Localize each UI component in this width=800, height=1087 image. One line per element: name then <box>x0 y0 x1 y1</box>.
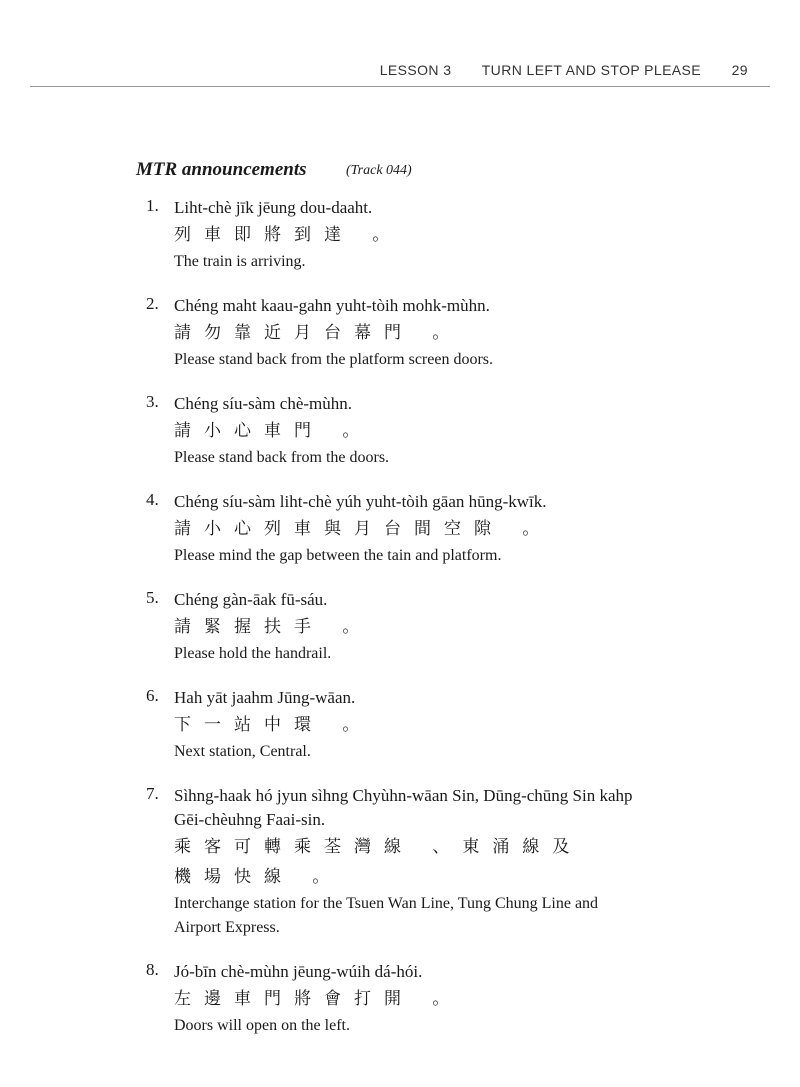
item-number: 3. <box>146 392 159 411</box>
item-number: 7. <box>146 784 159 803</box>
romanization-line: Chéng síu-sàm chè-mùhn. <box>174 394 352 413</box>
page-number: 29 <box>731 62 748 78</box>
track-label: (Track 044) <box>346 163 412 178</box>
lesson-title: TURN LEFT AND STOP PLEASE <box>481 62 702 78</box>
chinese-line: 請小心車門 。 <box>174 421 373 441</box>
list-item <box>146 392 746 470</box>
list-item <box>146 588 746 666</box>
romanization-line: Liht-chè jīk jēung dou-daaht. <box>174 198 373 217</box>
chinese-line: 列車即將到達 。 <box>174 225 403 245</box>
list-item <box>146 294 746 372</box>
english-translation: The train is arriving. <box>174 253 306 270</box>
item-number: 6. <box>146 686 159 705</box>
item-number: 5. <box>146 588 159 607</box>
running-header <box>380 62 748 78</box>
english-translation: Please mind the gap between the tain and platform. <box>174 547 502 564</box>
english-translation: Please hold the handrail. <box>174 645 332 662</box>
romanization-line: Sìhng-haak hó jyun sìhng Chyùhn-wāan Sin, Dūng-chūng Sin kahp <box>174 786 633 805</box>
english-translation: Please stand back from the platform screen doors. <box>174 351 494 368</box>
list-item <box>146 960 746 1038</box>
item-number: 8. <box>146 960 159 979</box>
item-number: 4. <box>146 490 159 509</box>
chinese-line: 請勿靠近月台幕門 。 <box>174 323 463 343</box>
item-number: 2. <box>146 294 159 313</box>
list-item <box>146 490 746 568</box>
english-translation: Doors will open on the left. <box>174 1017 350 1034</box>
list-item <box>146 196 746 274</box>
chinese-line: 下一站中環 。 <box>174 715 373 735</box>
list-item <box>146 784 746 940</box>
item-number: 1. <box>146 196 159 215</box>
chinese-line: 機場快線 。 <box>174 867 343 887</box>
english-translation: Interchange station for the Tsuen Wan Line, Tung Chung Line and <box>174 895 599 912</box>
romanization-line: Hah yāt jaahm Jūng-wāan. <box>174 688 356 707</box>
romanization-line: Gēi-chèuhng Faai-sin. <box>174 810 326 829</box>
announcement-list <box>146 196 746 1058</box>
list-item <box>146 686 746 764</box>
section-title: MTR announcements <box>136 159 307 180</box>
romanization-line: Jó-bīn chè-mùhn jēung-wúih dá-hói. <box>174 962 423 981</box>
chinese-line: 請緊握扶手 。 <box>174 617 373 637</box>
header-rule <box>30 86 770 87</box>
chinese-line: 左邊車門將會打開 。 <box>174 989 463 1009</box>
english-translation: Please stand back from the doors. <box>174 449 390 466</box>
chinese-line: 請小心列車與月台間空隙 。 <box>174 519 553 539</box>
english-translation: Next station, Central. <box>174 743 311 760</box>
romanization-line: Chéng gàn-āak fū-sáu. <box>174 590 328 609</box>
romanization-line: Chéng síu-sàm liht-chè yúh yuht-tòih gāan hūng-kwīk. <box>174 492 547 511</box>
chinese-line: 乘客可轉乘荃灣線 、東涌線及 <box>174 837 583 857</box>
romanization-line: Chéng maht kaau-gahn yuht-tòih mohk-mùhn. <box>174 296 490 315</box>
lesson-number: LESSON 3 <box>379 62 452 78</box>
english-translation: Airport Express. <box>174 919 280 936</box>
